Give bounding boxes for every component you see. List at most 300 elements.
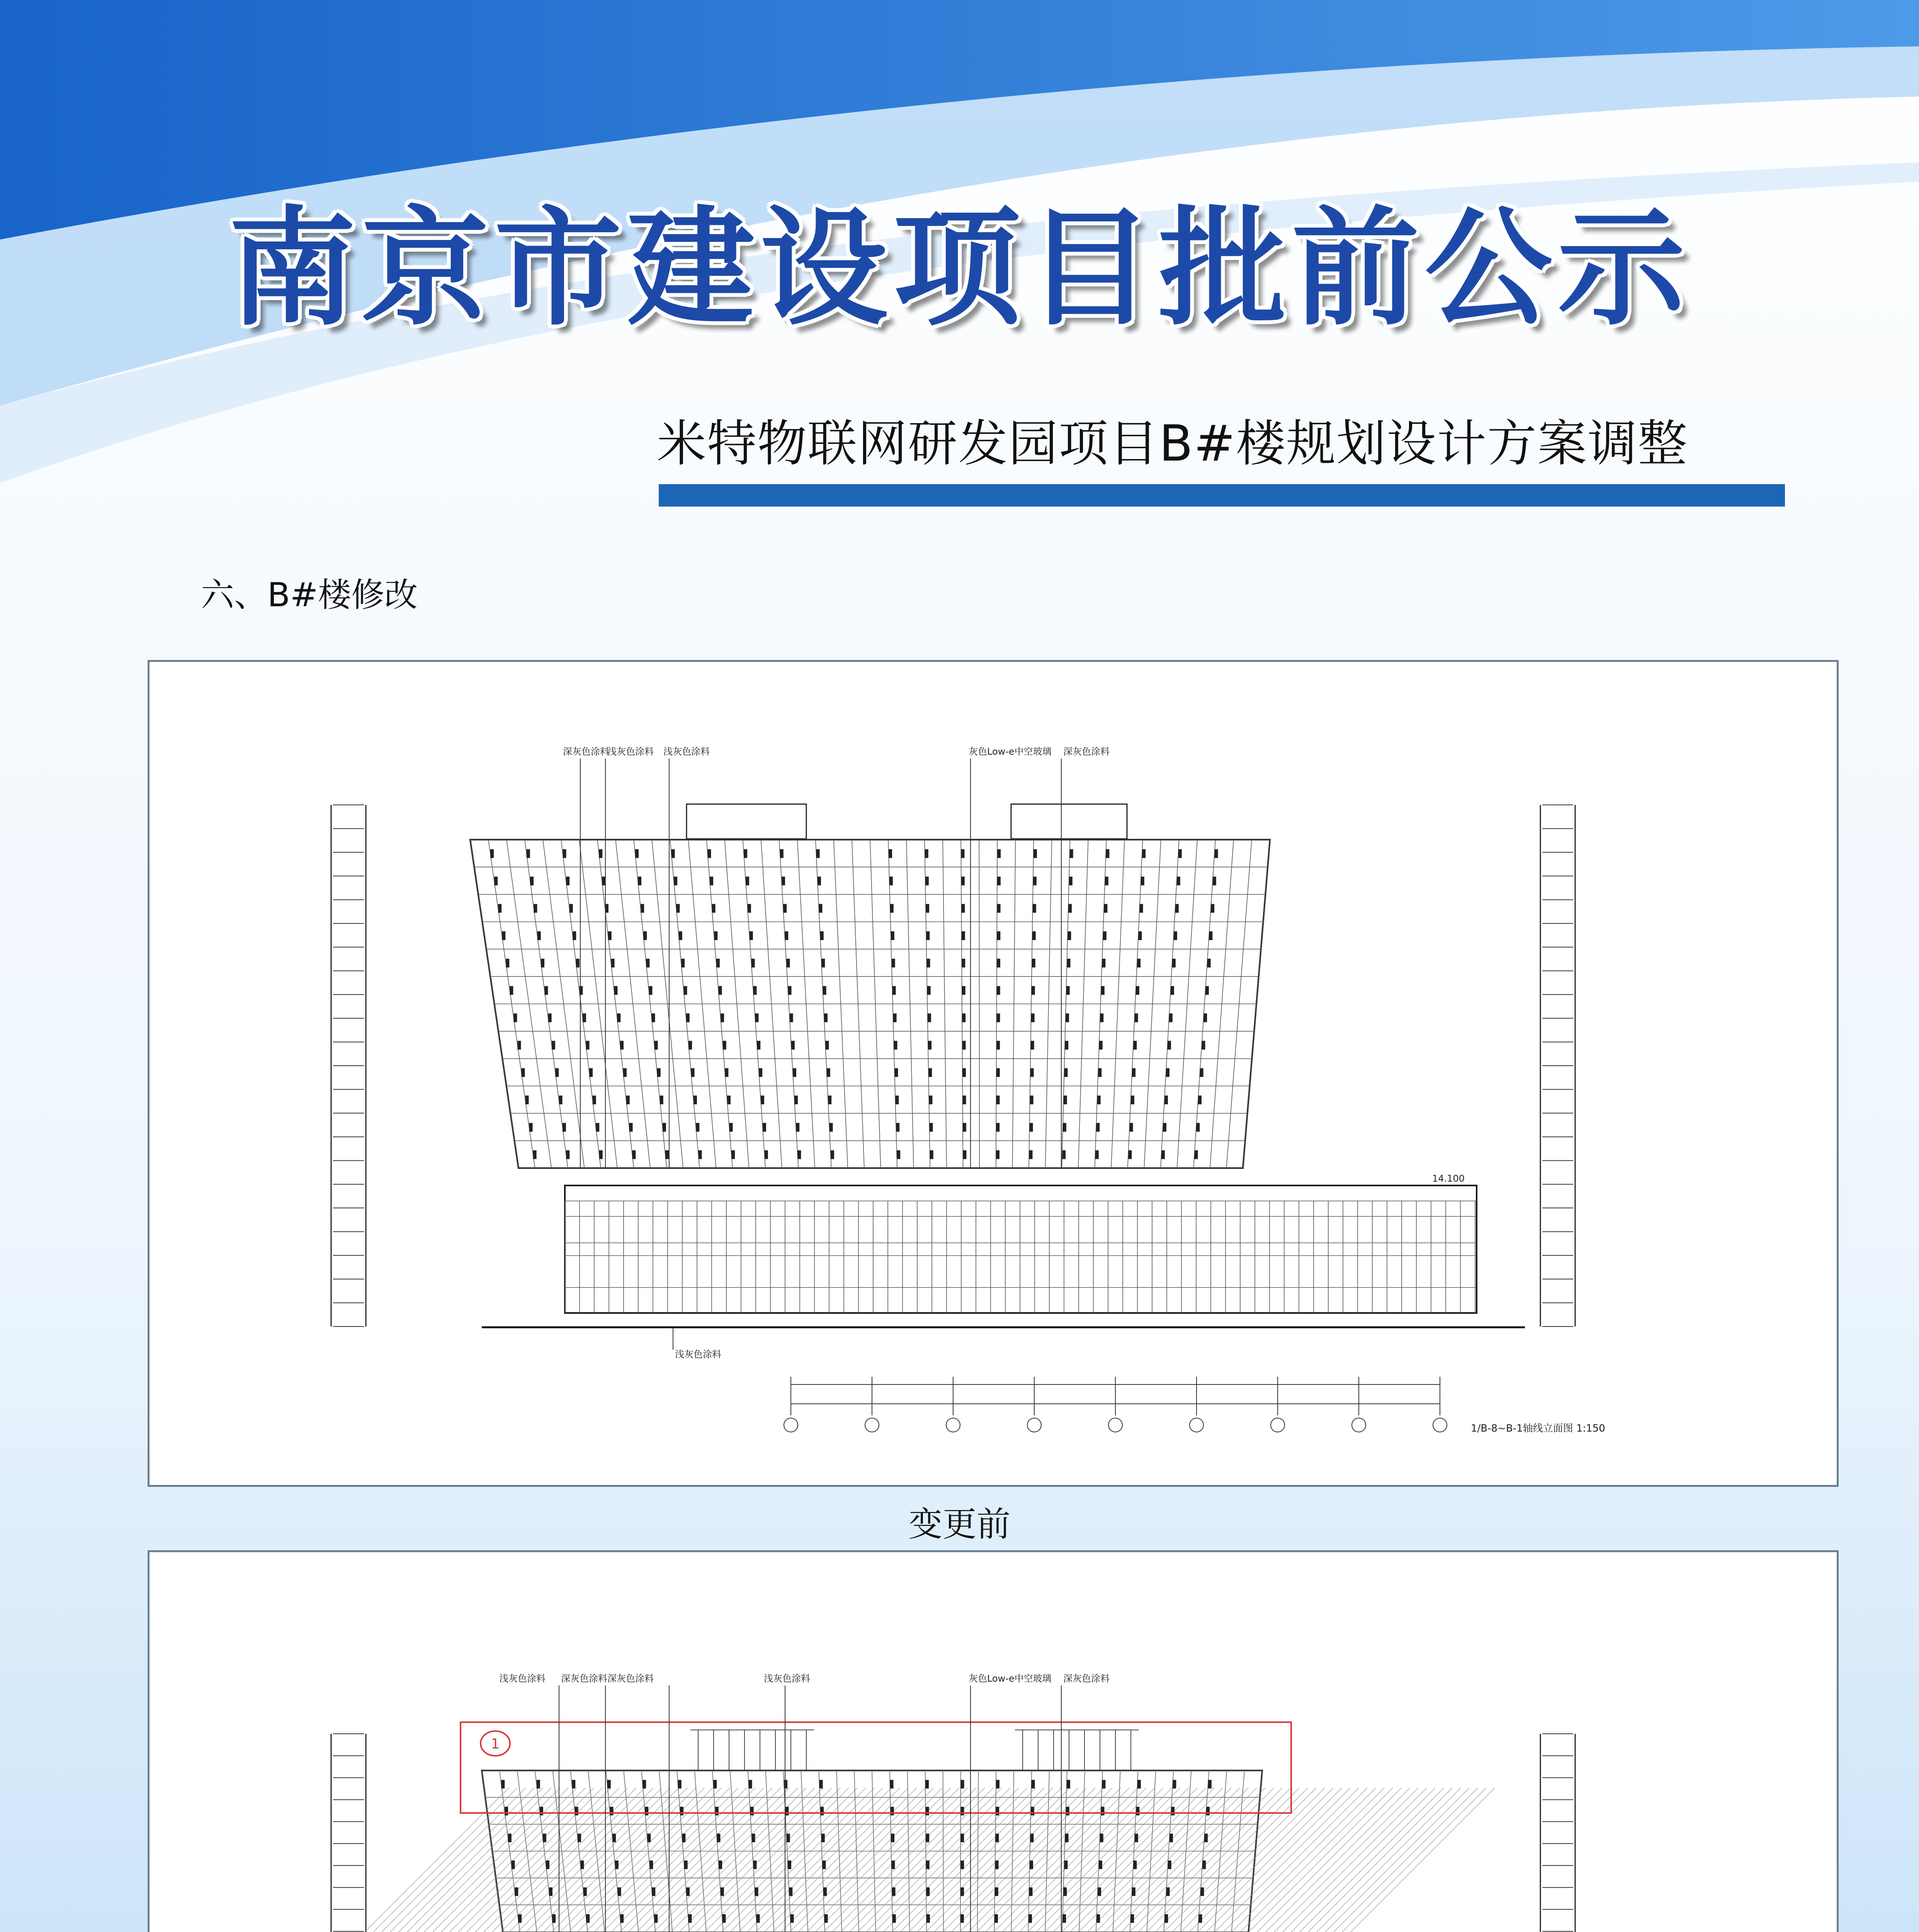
window-mark (925, 1780, 929, 1788)
window-mark (530, 877, 534, 886)
window-mark (960, 1807, 964, 1815)
window-mark (1063, 1888, 1067, 1896)
window-mark (1066, 986, 1070, 995)
window-mark (749, 1780, 752, 1788)
window-mark (891, 1861, 895, 1869)
window-mark (780, 849, 784, 858)
window-mark (593, 1095, 596, 1104)
window-mark (787, 1833, 790, 1842)
window-mark (962, 1068, 966, 1077)
window-mark (649, 1861, 653, 1869)
window-mark (927, 986, 931, 995)
window-mark (618, 1888, 621, 1896)
window-mark (1066, 1014, 1069, 1022)
window-mark (962, 1095, 966, 1104)
window-mark (563, 1123, 566, 1132)
window-mark (996, 1150, 999, 1159)
window-mark (579, 986, 583, 995)
window-mark (831, 1150, 834, 1159)
window-mark (996, 1123, 999, 1132)
window-mark (1203, 1014, 1207, 1022)
window-mark (1130, 1123, 1133, 1132)
callout-label: 浅灰色涂料 (675, 1349, 721, 1360)
window-mark (1209, 931, 1212, 940)
window-mark (1142, 849, 1146, 858)
window-mark (654, 1914, 658, 1923)
window-mark (823, 986, 826, 995)
window-mark (563, 849, 566, 858)
window-mark (1211, 904, 1214, 913)
window-mark (1064, 1068, 1067, 1077)
window-mark (1103, 931, 1107, 940)
window-mark (729, 1123, 733, 1132)
window-mark (997, 849, 1001, 858)
window-mark (929, 1095, 932, 1104)
window-mark (1166, 1068, 1169, 1077)
window-mark (1198, 1095, 1202, 1104)
window-mark (1065, 1833, 1069, 1842)
callout-label: 灰色Low-e中空玻璃 (969, 1673, 1052, 1684)
window-mark (791, 1041, 795, 1050)
window-mark (750, 931, 753, 940)
window-mark (961, 849, 964, 858)
window-mark (793, 1068, 796, 1077)
window-mark (1068, 904, 1072, 913)
window-mark (755, 1888, 758, 1896)
window-mark (1171, 1807, 1175, 1815)
window-mark (688, 1914, 692, 1923)
window-mark (1097, 1095, 1101, 1104)
window-mark (727, 1095, 731, 1104)
window-mark (783, 904, 787, 913)
window-mark (893, 1014, 897, 1022)
window-mark (686, 1014, 690, 1022)
window-mark (684, 1861, 688, 1869)
window-mark (894, 1041, 897, 1050)
window-mark (816, 849, 820, 858)
window-mark (1132, 1068, 1135, 1077)
window-mark (1174, 931, 1177, 940)
window-mark (891, 1833, 894, 1842)
window-mark (819, 904, 822, 913)
window-mark (719, 1861, 722, 1869)
window-mark (552, 1914, 556, 1923)
hatch-line (242, 1788, 509, 1932)
window-mark (635, 849, 639, 858)
window-mark (897, 1150, 900, 1159)
window-mark (752, 1833, 755, 1842)
axis-bubble (1108, 1418, 1122, 1432)
window-mark (962, 1014, 965, 1022)
window-mark (647, 1833, 651, 1842)
window-mark (1206, 1807, 1210, 1815)
window-mark (1096, 1914, 1100, 1923)
window-mark (537, 1780, 540, 1788)
window-mark (615, 1861, 619, 1869)
sheet-title: 1/B-8~B-1轴线立面图 1:150 (1471, 1423, 1605, 1434)
window-mark (1141, 877, 1144, 886)
window-mark (1133, 1041, 1137, 1050)
window-mark (794, 1095, 798, 1104)
window-mark (1135, 1014, 1138, 1022)
window-mark (759, 1068, 762, 1077)
window-mark (1069, 877, 1073, 886)
window-mark (1202, 1861, 1206, 1869)
window-mark (620, 1914, 624, 1923)
window-mark (611, 959, 615, 968)
window-mark (756, 1914, 760, 1923)
page-title: 南京市建设项目批前公示 (228, 193, 1691, 343)
window-mark (926, 1833, 929, 1842)
window-mark (1030, 1123, 1033, 1132)
level-label: 14.100 (1432, 1173, 1465, 1184)
window-mark (575, 1807, 578, 1815)
window-mark (1067, 959, 1071, 968)
window-mark (696, 1123, 699, 1132)
window-mark (646, 959, 649, 968)
window-mark (1029, 1888, 1033, 1896)
window-mark (548, 1014, 552, 1022)
window-mark (1168, 1041, 1171, 1050)
callout-label: 浅灰色涂料 (607, 746, 654, 757)
window-mark (1130, 1914, 1134, 1923)
window-mark (699, 1150, 702, 1159)
window-mark (537, 931, 541, 940)
window-mark (632, 1150, 636, 1159)
window-mark (896, 1123, 899, 1132)
revision-marker-icon (481, 1731, 510, 1756)
window-mark (995, 1861, 999, 1869)
window-mark (890, 904, 894, 913)
window-mark (1213, 877, 1216, 886)
window-mark (521, 1068, 525, 1077)
window-mark (1100, 1833, 1103, 1842)
window-mark (963, 1150, 966, 1159)
window-mark (994, 1914, 998, 1923)
window-mark (583, 1888, 587, 1896)
window-mark (829, 1123, 833, 1132)
window-mark (894, 1068, 898, 1077)
elevation-after-svg (150, 1552, 1837, 1932)
window-mark (926, 1888, 930, 1896)
window-mark (788, 986, 792, 995)
window-mark (643, 931, 647, 940)
window-mark (1062, 1150, 1066, 1159)
callout-label: 深灰色涂料 (561, 1673, 607, 1684)
window-mark (1029, 1150, 1033, 1159)
window-mark (1067, 931, 1071, 940)
window-mark (583, 1014, 586, 1022)
window-mark (1166, 1888, 1170, 1896)
window-mark (543, 1833, 546, 1842)
window-mark (566, 1150, 569, 1159)
window-mark (996, 1807, 999, 1815)
window-mark (544, 986, 548, 995)
window-mark (827, 1068, 830, 1077)
window-mark (552, 1041, 555, 1050)
window-mark (693, 1095, 697, 1104)
window-mark (997, 877, 1001, 886)
window-mark (788, 1861, 791, 1869)
window-mark (688, 1041, 692, 1050)
axis-bubble (1271, 1418, 1285, 1432)
window-mark (1208, 1780, 1212, 1788)
window-mark (750, 1807, 754, 1815)
window-mark (822, 1861, 826, 1869)
window-mark (731, 1150, 735, 1159)
window-mark (997, 904, 1001, 913)
window-mark (786, 959, 790, 968)
window-mark (607, 1780, 611, 1788)
window-mark (962, 986, 965, 995)
window-mark (714, 931, 717, 940)
window-mark (513, 1014, 517, 1022)
window-mark (642, 1780, 646, 1788)
window-mark (789, 1888, 792, 1896)
window-mark (926, 1807, 929, 1815)
window-mark (505, 1807, 508, 1815)
window-mark (710, 877, 713, 886)
window-mark (620, 1041, 624, 1050)
window-mark (928, 1068, 932, 1077)
window-mark (997, 986, 1000, 995)
elevation-before-svg (150, 662, 1837, 1485)
window-mark (1136, 986, 1139, 995)
hatch-line (1220, 1788, 1486, 1932)
callout-label: 深灰色涂料 (1063, 1673, 1110, 1684)
window-mark (895, 1095, 899, 1104)
window-mark (1172, 959, 1176, 968)
window-mark (1195, 1150, 1198, 1159)
window-mark (996, 1014, 1000, 1022)
window-mark (716, 959, 720, 968)
window-mark (926, 931, 930, 940)
window-mark (721, 1888, 724, 1896)
window-mark (1101, 986, 1105, 995)
window-mark (824, 1014, 828, 1022)
window-mark (1175, 904, 1179, 913)
window-mark (1067, 1780, 1070, 1788)
window-mark (996, 1095, 1000, 1104)
window-mark (674, 877, 677, 886)
window-mark (652, 1014, 655, 1022)
window-mark (790, 1014, 793, 1022)
window-mark (645, 1807, 648, 1815)
window-mark (580, 1861, 584, 1869)
window-mark (502, 931, 505, 940)
window-mark (549, 1888, 552, 1896)
window-mark (757, 1041, 760, 1050)
window-mark (1102, 1780, 1105, 1788)
window-mark (1137, 1780, 1141, 1788)
window-mark (761, 1095, 764, 1104)
window-mark (1098, 1888, 1101, 1896)
window-mark (612, 1833, 616, 1842)
window-mark (1132, 1888, 1135, 1896)
elevation-drawing-after (148, 1550, 1839, 1932)
window-mark (790, 1914, 794, 1923)
window-mark (960, 1888, 964, 1896)
window-mark (1198, 1914, 1202, 1923)
window-mark (828, 1095, 831, 1104)
window-mark (995, 1833, 999, 1842)
window-mark (599, 1150, 603, 1159)
window-mark (960, 1861, 964, 1869)
window-mark (1032, 931, 1036, 940)
window-mark (533, 1150, 537, 1159)
caption-before: 变更前 (908, 1504, 1011, 1544)
window-mark (1200, 1888, 1204, 1896)
window-mark (586, 1041, 590, 1050)
window-mark (1030, 1861, 1033, 1869)
window-mark (960, 1914, 964, 1923)
window-mark (586, 1914, 590, 1923)
window-mark (680, 1807, 683, 1815)
window-mark (1138, 931, 1142, 940)
window-mark (1196, 1123, 1200, 1132)
window-mark (963, 1123, 966, 1132)
window-mark (821, 959, 825, 968)
window-mark (1204, 1833, 1208, 1842)
window-mark (1062, 1914, 1066, 1923)
window-mark (962, 959, 965, 968)
window-mark (654, 1041, 658, 1050)
hatch-line (1228, 1788, 1495, 1932)
window-mark (715, 1807, 719, 1815)
window-mark (691, 1068, 695, 1077)
subtitle-underline (659, 484, 1785, 507)
window-mark (962, 1041, 966, 1050)
window-mark (517, 1041, 521, 1050)
window-mark (928, 1014, 931, 1022)
window-mark (610, 1807, 613, 1815)
window-mark (722, 1914, 726, 1923)
window-mark (665, 1150, 669, 1159)
window-mark (996, 1041, 1000, 1050)
window-mark (746, 877, 749, 886)
window-mark (765, 1150, 768, 1159)
window-mark (638, 877, 641, 886)
window-mark (1101, 1807, 1105, 1815)
window-mark (681, 959, 685, 968)
window-mark (617, 1014, 620, 1022)
window-mark (821, 1833, 825, 1842)
window-mark (996, 1068, 1000, 1077)
window-mark (1030, 1068, 1034, 1077)
window-mark (1095, 1150, 1099, 1159)
window-mark (753, 1861, 757, 1869)
axis-bubble (865, 1418, 879, 1432)
window-mark (1202, 1041, 1205, 1050)
window-mark (641, 904, 644, 913)
window-mark (679, 931, 682, 940)
window-mark (718, 986, 722, 995)
window-mark (960, 1780, 964, 1788)
window-mark (1171, 986, 1174, 995)
window-mark (782, 877, 785, 886)
window-mark (1215, 849, 1218, 858)
window-mark (1163, 1123, 1166, 1132)
window-mark (926, 1861, 930, 1869)
window-mark (723, 1041, 726, 1050)
window-mark (825, 1041, 829, 1050)
window-mark (508, 1833, 512, 1842)
window-mark (796, 1123, 799, 1132)
window-mark (626, 1095, 630, 1104)
window-mark (494, 877, 498, 886)
window-mark (753, 986, 757, 995)
window-mark (602, 877, 605, 886)
window-mark (961, 877, 965, 886)
window-mark (1064, 1095, 1067, 1104)
window-mark (676, 904, 680, 913)
window-mark (1169, 1833, 1173, 1842)
window-mark (1031, 1041, 1034, 1050)
window-mark (686, 1888, 690, 1896)
window-mark (820, 1807, 824, 1815)
window-mark (599, 849, 602, 858)
window-mark (820, 931, 824, 940)
window-mark (501, 1780, 505, 1788)
window-mark (930, 1150, 933, 1159)
axis-bubble (946, 1418, 960, 1432)
callout-label: 深灰色涂料 (563, 746, 609, 757)
window-mark (512, 1861, 515, 1869)
window-mark (996, 1780, 999, 1788)
window-mark (926, 904, 929, 913)
window-mark (785, 931, 788, 940)
window-mark (1178, 849, 1182, 858)
window-mark (926, 1914, 930, 1923)
window-mark (652, 1888, 655, 1896)
window-mark (997, 959, 1000, 968)
window-mark (1164, 1095, 1168, 1104)
window-mark (1133, 1861, 1137, 1869)
window-mark (534, 904, 537, 913)
window-mark (525, 1095, 529, 1104)
window-mark (889, 849, 892, 858)
axis-bubble (1190, 1418, 1203, 1432)
window-mark (995, 1888, 998, 1896)
window-mark (527, 849, 530, 858)
window-mark (892, 1888, 896, 1896)
window-mark (823, 1888, 827, 1896)
window-mark (1140, 904, 1143, 913)
revision-marker-number: 1 (491, 1736, 500, 1752)
window-mark (1106, 849, 1109, 858)
window-mark (515, 1888, 518, 1896)
window-mark (682, 1833, 685, 1842)
window-mark (1098, 1068, 1101, 1077)
window-mark (683, 986, 687, 995)
elevation-drawing-before (148, 660, 1839, 1487)
window-mark (1031, 1807, 1034, 1815)
window-mark (960, 1833, 964, 1842)
window-mark (712, 904, 716, 913)
window-mark (784, 1780, 787, 1788)
window-mark (541, 959, 544, 968)
window-mark (721, 1014, 724, 1022)
window-mark (1104, 904, 1107, 913)
window-mark (1169, 1014, 1173, 1022)
window-mark (1033, 877, 1037, 886)
window-mark (559, 1095, 563, 1104)
window-mark (925, 877, 929, 886)
window-mark (660, 1095, 663, 1104)
window-mark (891, 1807, 894, 1815)
window-mark (1137, 959, 1141, 968)
axis-bubble (1352, 1418, 1366, 1432)
